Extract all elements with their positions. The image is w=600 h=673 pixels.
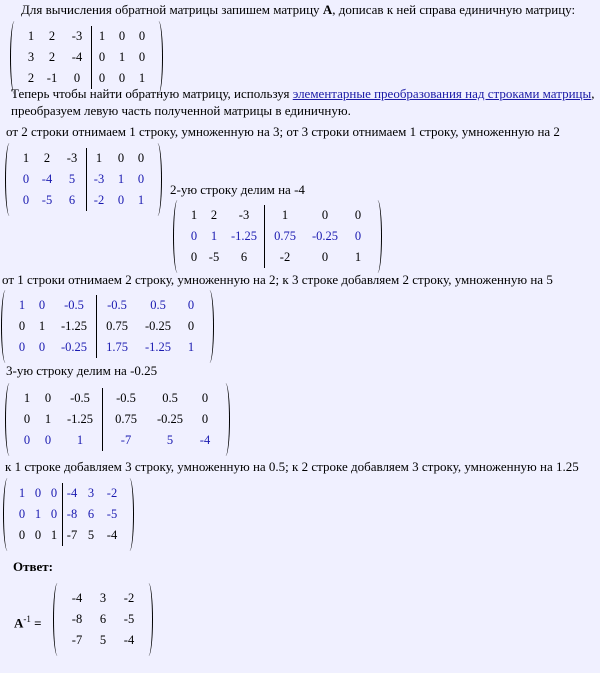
- matrix-cell: 0: [18, 507, 26, 521]
- matrix-cell: 0: [321, 208, 329, 222]
- matrix-cell: 0: [137, 172, 145, 186]
- matrix-cell: -3: [238, 208, 250, 222]
- matrix-cell: -7: [71, 633, 83, 647]
- matrix-step-3: [12, 295, 203, 358]
- matrix-cell: -0.25: [311, 229, 339, 243]
- matrix-cell: 1: [190, 208, 198, 222]
- matrix-cell: -1.25: [60, 319, 88, 333]
- matrix-cell: 1: [50, 528, 58, 542]
- step-3-description: от 1 строки отнимаем 2 строку, умноженную на 2; к 3 строке добавляем 2 строку, умноженную на 5: [2, 272, 553, 287]
- right-parenthesis: [153, 143, 162, 216]
- matrix-cell: 0.75: [103, 409, 150, 430]
- matrix-cell: -3: [87, 169, 112, 190]
- matrix-cell: 0: [38, 298, 46, 312]
- matrix-cell: 1: [118, 50, 126, 64]
- matrix-cell: -0.25: [156, 412, 184, 426]
- matrix-cell: -0.25: [60, 340, 88, 354]
- m0-table: [21, 26, 152, 89]
- matrix-cell: 2: [48, 50, 56, 64]
- right-parenthesis: [221, 383, 230, 456]
- matrix-cell: 0: [73, 71, 81, 85]
- matrix-row: [184, 226, 371, 247]
- matrix-cell: 3: [87, 486, 95, 500]
- matrix-step-4: [16, 388, 219, 451]
- matrix-cell: 0: [138, 50, 146, 64]
- matrix-cell: 0: [23, 412, 31, 426]
- left-parenthesis: [1, 290, 10, 363]
- matrix-cell: 1.75: [97, 337, 138, 358]
- matrix-cell: 1: [18, 486, 26, 500]
- matrix-row: [16, 430, 219, 451]
- matrix-cell: 0: [354, 229, 362, 243]
- matrix-cell: -2: [106, 486, 118, 500]
- matrix-row: [21, 47, 152, 68]
- matrix-row: [64, 588, 142, 609]
- matrix-cell: 1: [138, 71, 146, 85]
- matrix-cell: -3: [71, 29, 83, 43]
- matrix-cell: 0: [190, 229, 198, 243]
- matrix-step-1: [16, 148, 151, 211]
- step-5-description: к 1 строке добавляем 3 строку, умноженную на 0.5; к 2 строке добавляем 3 строку, умноженную на 1.25: [5, 459, 579, 474]
- answer-label: Ответ:: [13, 559, 54, 574]
- matrix-cell: 1: [354, 250, 362, 264]
- matrix-cell: 0: [92, 68, 113, 89]
- matrix-row: [12, 295, 203, 316]
- right-parenthesis: [144, 583, 153, 656]
- ma-table: [64, 588, 142, 651]
- matrix-cell: 0: [44, 433, 52, 447]
- explanation-text-2: преобразуем левую часть полученной матрицы в единичную.: [11, 103, 351, 118]
- matrix-cell: 1: [265, 205, 306, 226]
- matrix-cell: -0.5: [97, 295, 138, 316]
- matrix-cell: 0: [22, 193, 30, 207]
- matrix-cell: 1: [210, 229, 218, 243]
- matrix-cell: 0: [23, 433, 31, 447]
- matrix-cell: 1: [44, 412, 52, 426]
- matrix-cell: 1: [27, 29, 35, 43]
- matrix-cell: 1: [38, 319, 46, 333]
- matrix-step-5: [14, 483, 123, 546]
- left-parenthesis: [3, 478, 12, 551]
- matrix-cell: 1: [92, 26, 113, 47]
- matrix-row: [64, 630, 142, 651]
- matrix-cell: 0.5: [162, 391, 178, 405]
- left-parenthesis: [5, 143, 14, 216]
- matrix-cell: 5: [87, 528, 95, 542]
- matrix-row: [16, 388, 219, 409]
- m3-table: [12, 295, 203, 358]
- right-parenthesis: [154, 21, 163, 94]
- right-parenthesis: [205, 290, 214, 363]
- matrix-cell: -4: [106, 528, 118, 542]
- left-parenthesis: [53, 583, 62, 656]
- matrix-cell: -4: [199, 433, 211, 447]
- matrix-step-2: [184, 205, 371, 268]
- matrix-cell: -5: [106, 507, 118, 521]
- matrix-cell: 0: [187, 319, 195, 333]
- matrix-cell: -1: [46, 71, 58, 85]
- matrix-cell: -4: [41, 172, 53, 186]
- matrix-row: [14, 504, 123, 525]
- matrix-cell: 1: [23, 391, 31, 405]
- matrix-cell: -7: [63, 525, 82, 546]
- matrix-cell: 6: [240, 250, 248, 264]
- matrix-cell: 3: [27, 50, 35, 64]
- matrix-cell: -4: [123, 633, 135, 647]
- matrix-row: [12, 316, 203, 337]
- matrix-cell: -5: [41, 193, 53, 207]
- matrix-cell: 5: [68, 172, 76, 186]
- matrix-augmented-initial: [21, 26, 152, 89]
- matrix-cell: -4: [71, 591, 83, 605]
- matrix-row: [14, 525, 123, 546]
- matrix-cell: 0: [117, 193, 125, 207]
- step-4-description: 3-ую строку делим на -0.25: [6, 363, 158, 378]
- matrix-cell: 5: [99, 633, 107, 647]
- matrix-row: [64, 609, 142, 630]
- matrix-row: [16, 190, 151, 211]
- matrix-cell: 1: [117, 172, 125, 186]
- matrix-cell: 0: [190, 250, 198, 264]
- matrix-cell: 2: [48, 29, 56, 43]
- matrix-cell: 1: [187, 340, 195, 354]
- matrix-cell: -7: [103, 430, 150, 451]
- matrix-cell: -2: [123, 591, 135, 605]
- matrix-cell: 0: [34, 486, 42, 500]
- matrix-cell: 0: [18, 340, 26, 354]
- matrix-cell: 0: [137, 151, 145, 165]
- matrix-cell: -1.25: [144, 340, 172, 354]
- matrix-cell: -0.25: [144, 319, 172, 333]
- matrix-cell: -0.5: [64, 298, 84, 312]
- matrix-cell: 0.75: [265, 226, 306, 247]
- step-2-description: 2-ую строку делим на -4: [170, 182, 305, 197]
- matrix-cell: -4: [71, 50, 83, 64]
- left-parenthesis: [173, 200, 182, 273]
- matrix-cell: -0.5: [70, 391, 90, 405]
- matrix-cell: 5: [166, 433, 174, 447]
- matrix-cell: 1: [18, 298, 26, 312]
- matrix-cell: 1: [22, 151, 30, 165]
- matrix-cell: 0: [38, 340, 46, 354]
- matrix-cell: 0: [22, 172, 30, 186]
- matrix-cell: -1.25: [230, 229, 258, 243]
- matrix-cell: -0.5: [103, 388, 150, 409]
- matrix-cell: 0.75: [97, 316, 138, 337]
- elementary-row-operations-link[interactable]: элементарные преобразования над строками матрицы: [292, 86, 592, 101]
- matrix-cell: 0: [44, 391, 52, 405]
- matrix-cell: 0: [18, 528, 26, 542]
- explanation-text: Теперь чтобы найти обратную матрицу, используя элементарные преобразования над строками матрицы,: [11, 86, 595, 101]
- matrix-row: [12, 337, 203, 358]
- left-parenthesis: [10, 21, 19, 94]
- matrix-cell: 6: [87, 507, 95, 521]
- right-parenthesis: [373, 200, 382, 273]
- matrix-cell: 0: [18, 319, 26, 333]
- m2-table: [184, 205, 371, 268]
- left-parenthesis: [5, 383, 14, 456]
- matrix-cell: -4: [63, 483, 82, 504]
- matrix-cell: 0: [117, 151, 125, 165]
- matrix-row: [184, 205, 371, 226]
- matrix-row: [21, 26, 152, 47]
- matrix-cell: -8: [63, 504, 82, 525]
- matrix-row: [16, 169, 151, 190]
- matrix-cell: 0: [138, 29, 146, 43]
- matrix-cell: 3: [99, 591, 107, 605]
- matrix-cell: 0: [92, 47, 113, 68]
- matrix-cell: -2: [265, 247, 306, 268]
- matrix-cell: 0: [187, 298, 195, 312]
- matrix-cell: 0: [118, 71, 126, 85]
- matrix-cell: 1: [87, 148, 112, 169]
- matrix-cell: -2: [87, 190, 112, 211]
- matrix-inverse-answer: [64, 588, 142, 651]
- matrix-cell: 6: [99, 612, 107, 626]
- matrix-cell: 0: [321, 250, 329, 264]
- matrix-cell: 0.5: [150, 298, 166, 312]
- matrix-row: [16, 409, 219, 430]
- matrix-cell: 0: [354, 208, 362, 222]
- matrix-cell: 0: [50, 486, 58, 500]
- right-parenthesis: [125, 478, 134, 551]
- matrix-cell: -8: [71, 612, 83, 626]
- matrix-cell: 2: [43, 151, 51, 165]
- matrix-cell: 0: [50, 507, 58, 521]
- matrix-cell: 6: [68, 193, 76, 207]
- intro-text: Для вычисления обратной матрицы запишем матрицу A, дописав к ней справа единичную матрицу:: [21, 2, 576, 17]
- matrix-cell: -3: [66, 151, 78, 165]
- m1-table: [16, 148, 151, 211]
- matrix-cell: 0: [201, 391, 209, 405]
- matrix-cell: -5: [208, 250, 220, 264]
- matrix-cell: 0: [118, 29, 126, 43]
- m4-table: [16, 388, 219, 451]
- matrix-row: [16, 148, 151, 169]
- matrix-cell: 2: [27, 71, 35, 85]
- m5-table: [14, 483, 123, 546]
- matrix-cell: 1: [137, 193, 145, 207]
- matrix-cell: -5: [123, 612, 135, 626]
- matrix-cell: 0: [201, 412, 209, 426]
- matrix-cell: 1: [76, 433, 84, 447]
- matrix-cell: -1.25: [66, 412, 94, 426]
- matrix-row: [184, 247, 371, 268]
- matrix-row: [14, 483, 123, 504]
- matrix-cell: 2: [210, 208, 218, 222]
- step-1-description: от 2 строки отнимаем 1 строку, умноженную на 3; от 3 строки отнимаем 1 строку, умноженную на 2: [6, 124, 560, 139]
- matrix-cell: 0: [34, 528, 42, 542]
- answer-lhs: $A^{-1}$ =: [14, 614, 42, 631]
- matrix-cell: 1: [34, 507, 42, 521]
